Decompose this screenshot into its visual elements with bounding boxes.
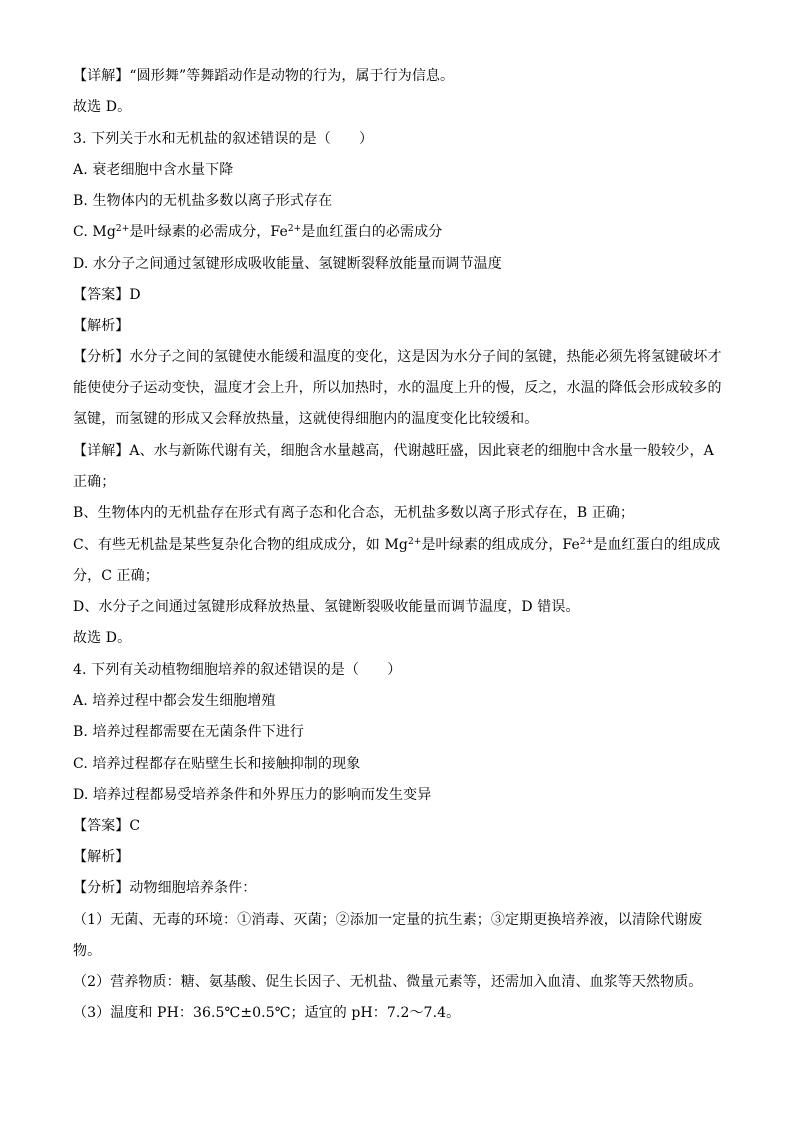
q4-option-b: B. 培养过程都需要在无菌条件下进行 xyxy=(73,724,304,740)
answer-choice-q2: 故选 D。 xyxy=(73,99,132,115)
q4-analysis-intro: 【分析】动物细胞培养条件： xyxy=(73,880,257,896)
superscript: 2+ xyxy=(287,224,302,234)
q3-detail-c-part2: 是叶绿素的组成成分，Fe xyxy=(421,537,580,553)
q3-detail-c-part3: 是血红蛋白的组成成 xyxy=(593,537,721,553)
q4-option-a: A. 培养过程中都会发生细胞增殖 xyxy=(73,693,276,709)
q4-condition-1-line2: 物。 xyxy=(73,943,102,959)
q4-analysis-heading: 【解析】 xyxy=(73,849,130,865)
q3-analysis-heading: 【解析】 xyxy=(73,318,130,334)
q4-condition-3: （3）温度和 PH：36.5℃±0.5℃；适宜的 pH：7.2～7.4。 xyxy=(73,1005,461,1021)
question-3-stem: 3. 下列关于水和无机盐的叙述错误的是（ ） xyxy=(73,131,374,147)
q3-detail-line2: 正确； xyxy=(73,474,116,490)
q3-option-d: D. 水分子之间通过氢键形成吸收能量、氢键断裂释放能量而调节温度 xyxy=(73,256,502,272)
q3-option-c-part2: 是叶绿素的必需成分，Fe xyxy=(129,224,288,240)
q4-option-d: D. 培养过程都易受培养条件和外界压力的影响而发生变异 xyxy=(73,787,432,803)
q3-detail-d: D、水分子之间通过氢键形成释放热量、氢键断裂吸收能量而调节温度，D 错误。 xyxy=(73,599,580,615)
q3-answer: 【答案】D xyxy=(73,287,141,303)
q4-condition-1-line1: （1）无菌、无毒的环境：①消毒、灭菌；②添加一定量的抗生素；③定期更换培养液，以清除代谢废 xyxy=(73,912,703,928)
question-4-stem: 4. 下列有关动植物细胞培养的叙述错误的是（ ） xyxy=(73,662,402,678)
q3-option-c-part1: C. Mg xyxy=(73,224,116,240)
q3-detail-c-line2: 分，C 正确； xyxy=(73,568,159,584)
q3-detail-c-part1: C、有些无机盐是某些复杂化合物的组成成分，如 Mg xyxy=(73,537,408,553)
q4-option-c: C. 培养过程都存在贴壁生长和接触抑制的现象 xyxy=(73,756,361,772)
superscript: 2+ xyxy=(115,224,130,234)
q3-analysis-line2: 能使使分子运动变快，温度才会上升，所以加热时，水的温度上升的慢，反之，水温的降低会形成较多的 xyxy=(73,380,722,396)
q3-option-a: A. 衰老细胞中含水量下降 xyxy=(73,162,234,178)
q3-option-c-part3: 是血红蛋白的必需成分 xyxy=(301,224,443,240)
answer-choice-q3: 故选 D。 xyxy=(73,630,132,646)
q3-option-b: B. 生物体内的无机盐多数以离子形式存在 xyxy=(73,193,333,209)
q4-answer: 【答案】C xyxy=(73,818,141,834)
q3-detail-b: B、生物体内的无机盐存在形式有离子态和化合态，无机盐多数以离子形式存在，B 正确； xyxy=(73,505,635,521)
detail-explanation-q2: 【详解】“圆形舞”等舞蹈动作是动物的行为，属于行为信息。 xyxy=(73,68,455,84)
q3-analysis-line3: 氢键，而氢键的形成又会释放热量，这就使得细胞内的温度变化比较缓和。 xyxy=(73,411,539,427)
q3-detail-line1: 【详解】A、水与新陈代谢有关，细胞含水量越高，代谢越旺盛，因此衰老的细胞中含水量一般较少，A xyxy=(73,443,714,459)
q3-analysis-line1: 【分析】水分子之间的氢键使水能缓和温度的变化，这是因为水分子间的氢键，热能必须先将氢键破坏才 xyxy=(73,349,722,365)
q3-detail-c-line1 xyxy=(73,535,723,555)
q3-option-c xyxy=(73,222,723,242)
superscript: 2+ xyxy=(579,537,594,547)
superscript: 2+ xyxy=(407,537,422,547)
q4-condition-2: （2）营养物质：糖、氨基酸、促生长因子、无机盐、微量元素等，还需加入血清、血浆等天然物质。 xyxy=(73,974,703,990)
